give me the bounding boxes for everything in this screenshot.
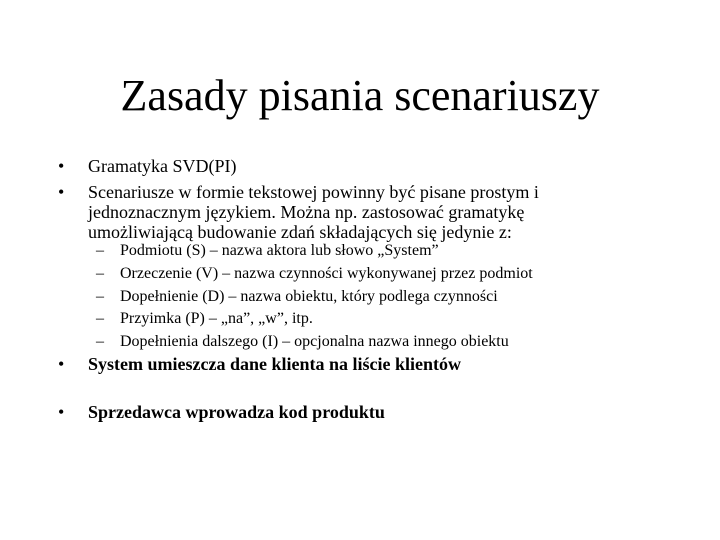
bullet-icon: • bbox=[58, 156, 65, 176]
bullet-text: Scenariusze w formie tekstowej powinny być pisane prostym i jednoznacznym językiem. Można np. zastosować gramatykę umożliwiającą budowanie zdań składających się jedynie z: bbox=[88, 182, 539, 242]
sub-list-text: Przyimka (P) – „na”, „w”, itp. bbox=[120, 310, 313, 327]
bullet-text: Gramatyka SVD(PI) bbox=[88, 156, 237, 176]
sub-list-text: Podmiotu (S) – nazwa aktora lub słowo „System” bbox=[120, 242, 439, 259]
sub-list-item bbox=[96, 242, 696, 260]
bullet-icon: • bbox=[58, 354, 65, 374]
sub-list-text: Dopełnienie (D) – nazwa obiektu, który podlega czynności bbox=[120, 288, 498, 305]
sub-list-text: Orzeczenie (V) – nazwa czynności wykonywanej przez podmiot bbox=[120, 265, 533, 282]
example-bullet-item bbox=[58, 354, 698, 374]
dash-icon: – bbox=[96, 242, 104, 259]
bullet-icon: • bbox=[58, 182, 65, 202]
dash-icon: – bbox=[96, 288, 104, 305]
example-bullet-item bbox=[58, 402, 698, 422]
example-text: System umieszcza dane klienta na liście klientów bbox=[88, 354, 461, 374]
dash-icon: – bbox=[96, 265, 104, 282]
sub-list-item bbox=[96, 288, 696, 306]
dash-icon: – bbox=[96, 333, 104, 350]
sub-list-item bbox=[96, 265, 696, 283]
bullet-icon: • bbox=[58, 402, 65, 422]
bullet-item bbox=[58, 156, 698, 176]
dash-icon: – bbox=[96, 310, 104, 327]
example-text: Sprzedawca wprowadza kod produktu bbox=[88, 402, 385, 422]
sub-list-item bbox=[96, 333, 696, 351]
bullet-item bbox=[58, 182, 618, 242]
sub-list-item bbox=[96, 310, 696, 328]
slide-title: Zasady pisania scenariuszy bbox=[120, 71, 600, 120]
sub-list-text: Dopełnienia dalszego (I) – opcjonalna nazwa innego obiektu bbox=[120, 333, 509, 350]
